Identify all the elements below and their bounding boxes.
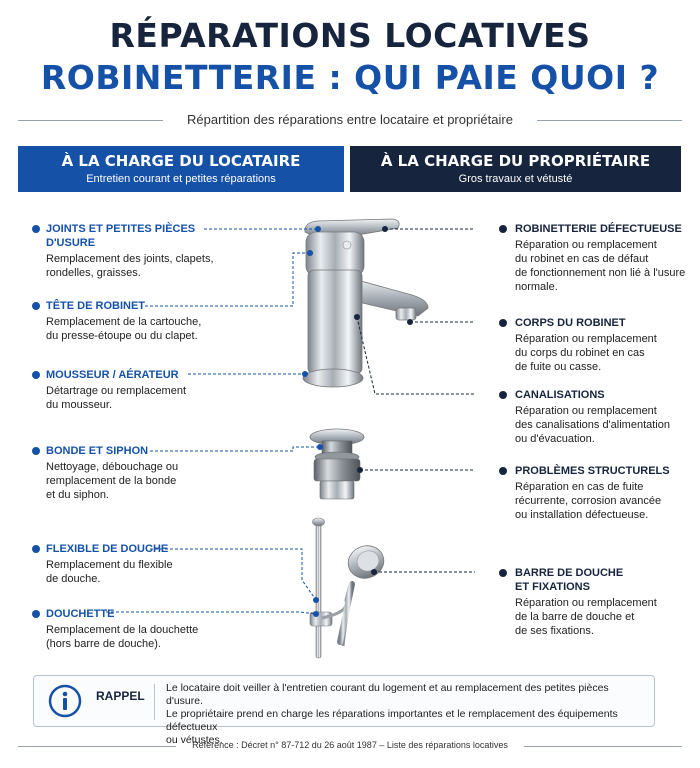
item-desc [46, 558, 236, 586]
bullet-dot [32, 225, 40, 233]
item-desc [515, 404, 695, 446]
item-desc-line: ou d'évacuation. [515, 433, 595, 445]
item-desc-line: de douche. [46, 573, 101, 585]
proprietaire-item-barre-douche [515, 566, 695, 638]
item-title: MOUSSEUR / AÉRATEUR [46, 369, 179, 381]
bullet-dot [32, 447, 40, 455]
item-desc-line: de fuite ou casse. [515, 361, 602, 373]
item-desc [515, 238, 695, 294]
item-desc [46, 623, 236, 651]
item-title: PROBLÈMES STRUCTURELS [515, 465, 670, 477]
item-desc-line: de ses fixations. [515, 625, 594, 637]
locataire-item-tete [46, 299, 236, 343]
item-desc-line: du robinet en cas de défaut [515, 253, 649, 265]
item-desc-line: Détartrage ou remplacement [46, 385, 187, 397]
bullet-dot [499, 319, 507, 327]
locataire-header-title: À LA CHARGE DU LOCATAIRE [61, 152, 301, 170]
rappel-line: ou vétustes. [166, 734, 223, 746]
bullet-dot [32, 371, 40, 379]
item-desc-line: ou installation défectueuse. [515, 509, 649, 521]
bullet-dot [32, 545, 40, 553]
item-title: BARRE DE DOUCHE [515, 567, 624, 579]
item-desc-line: (hors barre de douche). [46, 638, 161, 650]
item-desc-line: Remplacement des joints, clapets, [46, 253, 214, 265]
item-desc-line: et du siphon. [46, 489, 109, 501]
item-title: TÊTE DE ROBINET [46, 300, 146, 312]
item-title: ROBINETTERIE DÉFECTUEUSE [515, 223, 682, 235]
item-desc [46, 384, 236, 412]
shower-illustration [310, 518, 388, 658]
item-desc-line: Remplacement du flexible [46, 559, 173, 571]
item-desc [515, 596, 695, 638]
faucet-illustration [303, 219, 428, 387]
subtitle: Répartition des réparations entre locataire et propriétaire [187, 112, 513, 127]
item-title: BONDE ET SIPHON [46, 445, 149, 457]
info-icon [48, 684, 82, 718]
locataire-item-douchette [46, 607, 236, 651]
proprietaire-connectors [357, 229, 475, 572]
rappel-label: RAPPEL [96, 689, 145, 703]
locataire-item-flexible [46, 542, 236, 586]
bullet-dot [499, 569, 507, 577]
item-desc-line: Réparation ou remplacement [515, 405, 657, 417]
item-desc-line: Nettoyage, débouchage ou [46, 461, 179, 473]
item-title: DOUCHETTE [46, 608, 115, 620]
proprietaire-header-subtitle: Gros travaux et vétusté [458, 173, 573, 185]
page-title: RÉPARATIONS LOCATIVES [109, 16, 591, 55]
item-desc-line: normale. [515, 281, 558, 293]
proprietaire-item-structurels [515, 464, 695, 522]
item-title-line2: ET FIXATIONS [515, 581, 590, 593]
bullet-dot [499, 225, 507, 233]
item-title: CANALISATIONS [515, 389, 605, 401]
item-desc-line: de la barre de douche et [515, 611, 635, 623]
rappel-line: Le propriétaire prend en charge les réparations importantes et le remplacement des équipements défectueux [166, 708, 618, 733]
item-desc-line: Réparation ou remplacement [515, 239, 657, 251]
locataire-item-joints [46, 222, 236, 280]
item-desc-line: des canalisations d'alimentation [515, 419, 670, 431]
item-desc [46, 252, 236, 280]
proprietaire-connector-dots [354, 226, 413, 575]
item-desc-line: Remplacement de la douchette [46, 624, 199, 636]
item-title: JOINTS ET PETITES PIÈCES D'USURE [46, 223, 196, 249]
rappel-line: Le locataire doit veiller à l'entretien courant du logement et au remplacement des petites pièces d'usure. [166, 682, 609, 707]
bullet-dot [499, 467, 507, 475]
item-title: FLEXIBLE DE DOUCHE [46, 543, 169, 555]
item-desc-line: remplacement de la bonde [46, 475, 177, 487]
locataire-header-subtitle: Entretien courant et petites réparations [86, 173, 276, 185]
page-subtitle-question: ROBINETTERIE : QUI PAIE QUOI ? [40, 58, 660, 97]
item-desc [46, 315, 236, 343]
proprietaire-item-corps [515, 316, 695, 374]
proprietaire-item-robinetterie [515, 222, 695, 294]
item-desc-line: de fonctionnement non lié à l'usure [515, 267, 686, 279]
bullet-dot [32, 610, 40, 618]
item-desc-line: Réparation ou remplacement [515, 597, 657, 609]
item-desc [46, 460, 236, 502]
bullet-dot [32, 302, 40, 310]
item-desc-line: du presse-étoupe ou du clapet. [46, 330, 198, 342]
locataire-item-bonde [46, 444, 236, 502]
item-desc-line: rondelles, graisses. [46, 267, 141, 279]
rappel-text [166, 682, 646, 747]
drain-illustration [310, 429, 364, 499]
item-desc [515, 332, 695, 374]
item-desc-line: du corps du robinet en cas [515, 347, 645, 359]
bullet-dot [499, 391, 507, 399]
locataire-item-mousseur [46, 368, 236, 412]
footer-reference: Référence : Décret n° 87-712 du 26 août 1987 – Liste des réparations locatives [192, 740, 508, 750]
item-desc-line: du mousseur. [46, 399, 113, 411]
item-desc [515, 480, 695, 522]
item-desc-line: Réparation ou remplacement [515, 333, 657, 345]
proprietaire-item-canalisations [515, 388, 695, 446]
proprietaire-header-title: À LA CHARGE DU PROPRIÉTAIRE [380, 152, 651, 170]
item-desc-line: récurrente, corrosion avancée [515, 495, 662, 507]
rappel-divider [154, 684, 155, 720]
item-desc-line: Remplacement de la cartouche, [46, 316, 202, 328]
item-desc-line: Réparation en cas de fuite [515, 481, 644, 493]
item-title: CORPS DU ROBINET [515, 317, 626, 329]
